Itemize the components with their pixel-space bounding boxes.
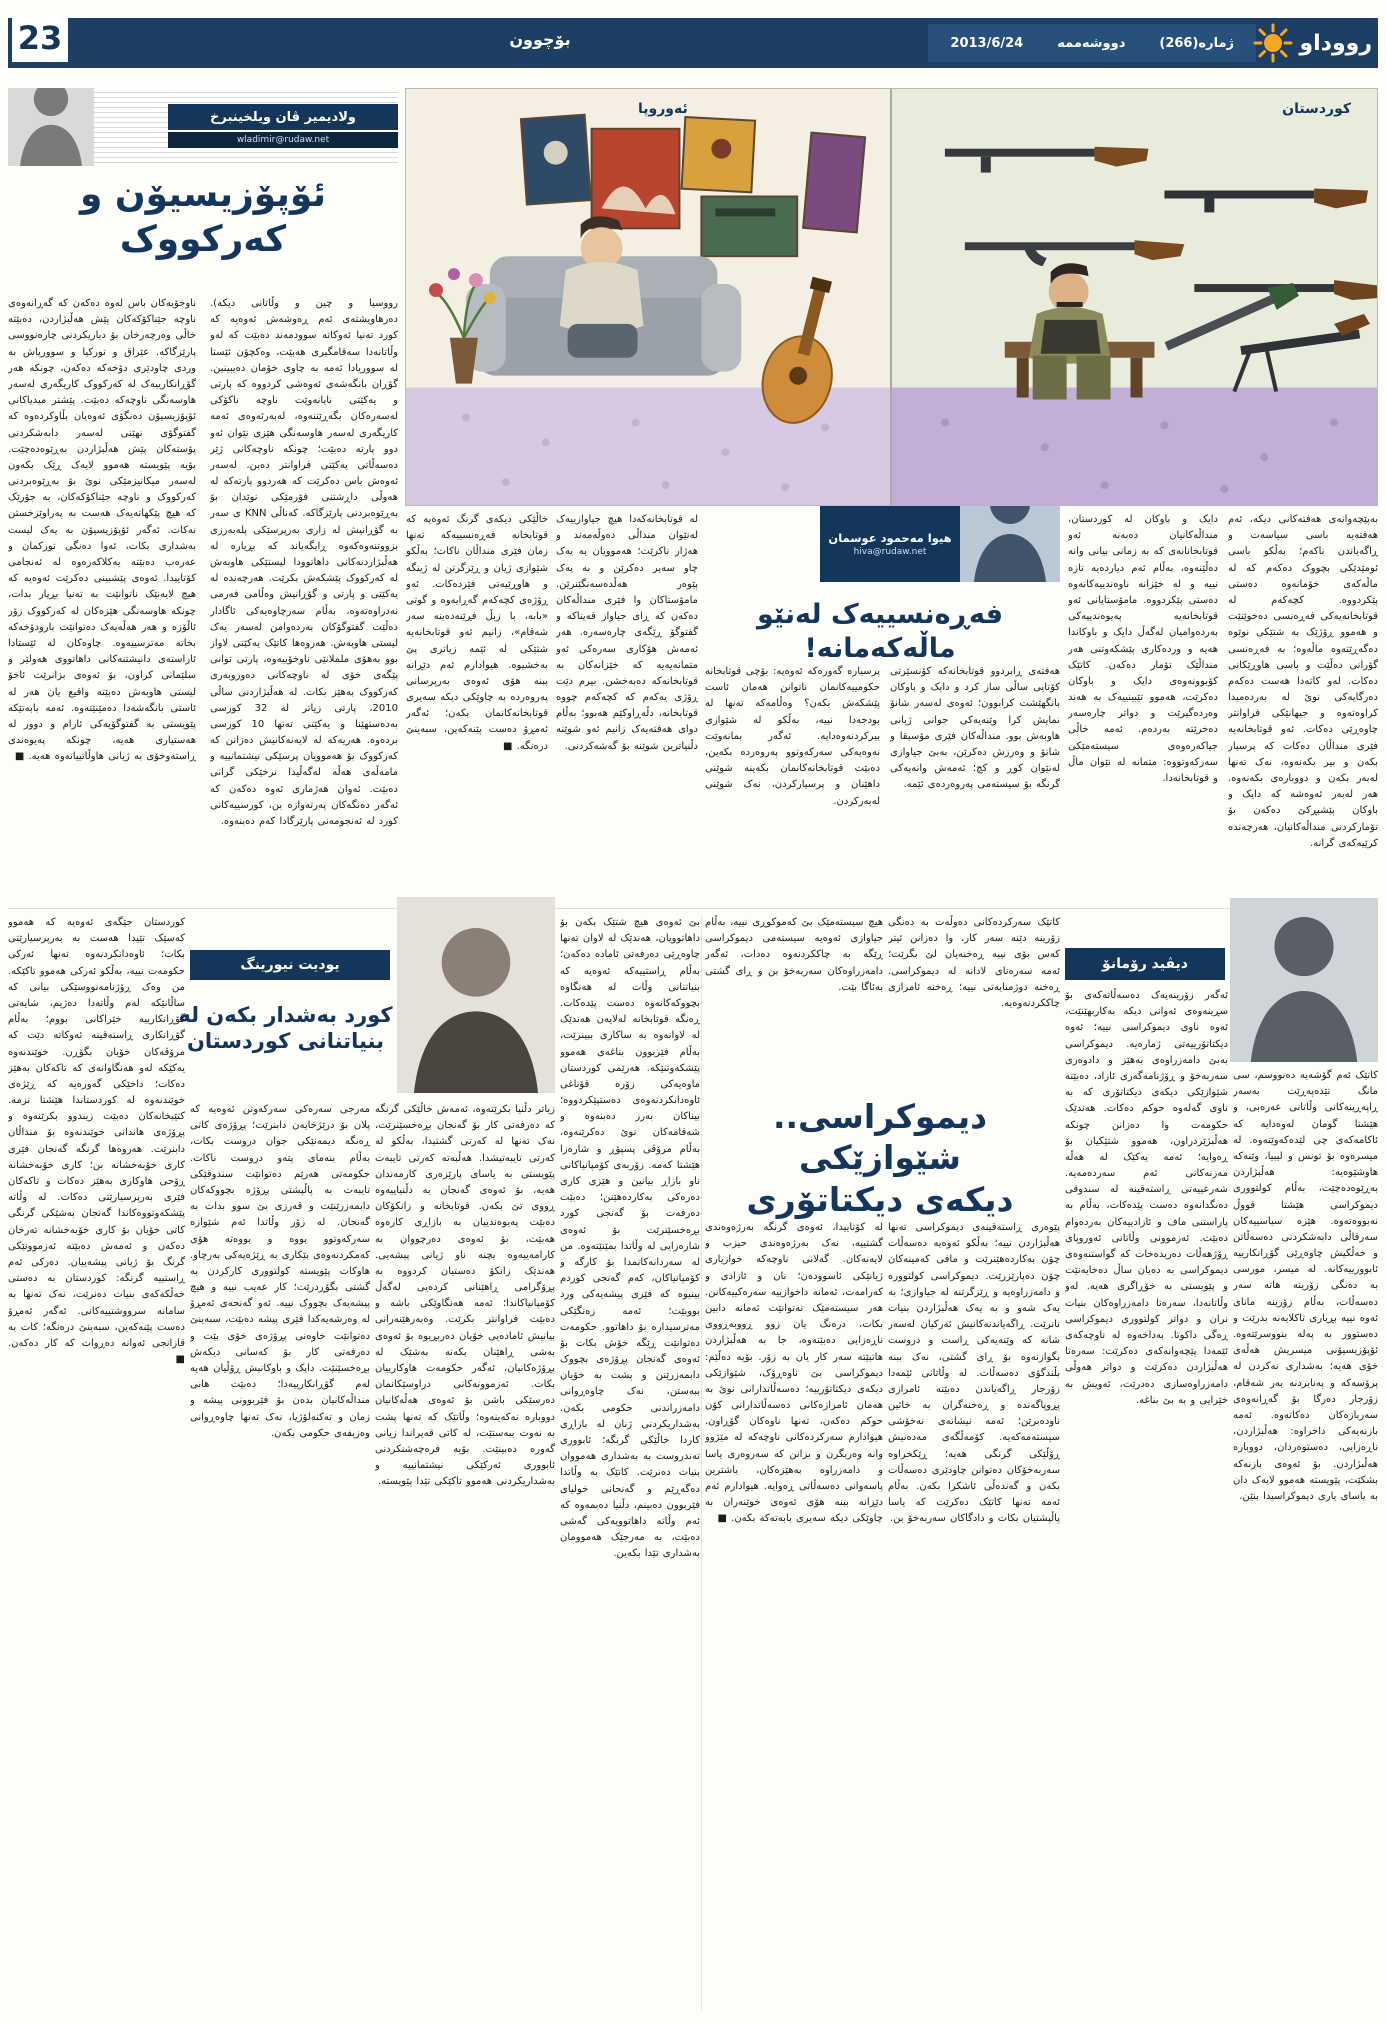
person-silhouette-icon <box>397 897 555 1093</box>
article4-headline <box>700 1096 1060 1220</box>
section-title: بۆچوون <box>509 30 571 49</box>
article4-headline-line2: دیکه‌ی دیکتاتۆری <box>746 1179 1014 1219</box>
article3-headline-line2: بنیاتنانی کوردستان <box>187 1029 384 1054</box>
article1-column-1: رووسیا و چین و وڵاتانی دیکە). دەرهاویشتەی ئەم ڕەوشەش ئەوەیە کە کورد تەنیا ئەوکاتە سوودمەند دەبێت کە لەو وڵاتانەدا سەقامگیری هەبێت، وەکچۆن ئێستا لە سووریادا ئەمە بە چاوی خۆمان دەیبینین. گۆڕان بانگەشەی ئەوەشی کردووە کە پارتی و یەکێتی نایانەوێت ناوچە ناکۆکی لەسەرەکان بگەڕێننەوە، لەبەرئەوەی ئەمە کاریگەری لەسەر هاوسەنگی هێزی نێوان ئەو دوو پارتە دەبێت؛ چونکە ناوچەکانی ژێر دەسەڵاتی یەکێتی فراوانتر دەبن. لەسەر ئەوەش باس دەکرێت کە هەردوو پارتەکە لە هەوڵی داڕشتنی فۆرمێکی نوێدان بۆ بەڕێوەبردنی پارێزگاکە. کەناڵی KNN ی سەر بە گۆڕانیش لە زاری بەرپرسێکی پلەبەرزی بزووتنەوەکەوە ڕایگەیاند کە بڕیارە لە هەڵبژاردنەکانی داهاتوودا لیستێکی هاوبەش لە کەرکووک پێشکەش بکرێت. هەرچەندە لە یەکێتی و پارتی و گۆڕانیش وەڵامی فەرمی نەدراوەتەوە، بەڵام سەرچاوەیەکی ئاگادار دەڵێت گفتوگۆکان بەردەوامن لەسەر یەک لیستی هاوبەش. هەروەها کاتێک یەکێتی لاواز بوو بەهۆی ململانێی ناوخۆییەوە، پارتی توانی پێگەی خۆی لە ناوچەکانی دەوروبەری کەرکووک بەهێز بکات. لە هەڵبژاردنی ساڵی 2010، پارتی زیاتر لە 32 کورسی بەدەستهێنا و یەکێتی تەنها 10 کورسی بردەوە. هەریەکە لە لایەنەکانیش دەزانن کە کەرکووک بۆ هەموویان پرسێکی نیشتمانییە و مامەڵەی هەڵە لەگەڵیدا نرخێکی گرانی دەبێت. ئەوان هەژماری ئەوە دەکەن کە ئەگەر دەنگەکان پەرتەوازە بن، کورسییەکانی کورد لە ئەنجومەنی پارێزگادا کەم دەبنەوە. <box>210 298 398 827</box>
article3-author-name: یودیت نیورینگ <box>190 950 390 980</box>
article3-headline-line1: کورد به‌شدار بکه‌ن له‌ <box>178 1003 393 1027</box>
article3-column-1: بێ ئەوەی هیچ شتێک بکەن بۆ داهاتوویان، هەندێک لە لاوان تەنها چاوەڕێی دەرفەتی ئامادە دەکەن؛ بەڵام ڕاستییەکە ئەوەیە کە بنیاتنانی وڵات لە هەنگاوە بچووکەکانەوە دەست پێدەکات. ڕەنگە قوتابخانە لەلایەن هەندێک لە لاوانەوە بە ساکاری ببینرێت، بەڵام فێربوون بناغەی هەموو پێشکەوتنێکە. هەرێمی کوردستان ماوەیەکی زۆرە قۆناغی ئاوەدانکردنەوەی دەستپێکردووە؛ بیناکان بەرز دەبنەوە و شەقامەکان نوێ دەکرێنەوە، بەڵام مرۆڤی پسپۆڕ و شارەزا هێشتا کەمە. زۆربەی کۆمپانیاکانی ناو بازاڕ بیانین و هێزی کاری دەرەکی بەکاردەهێنن؛ دەبێت دەرفەت بۆ گەنجی کورد بڕەخسێنرێت بۆ ئەوەی شارەزایی لە وڵاتدا بمێنێتەوە. من لە سەردانەکانمدا بۆ کارگە و کۆمپانیاکان، کەم گەنجی کوردم بینیوە کە فێری پیشەیەکی ورد بووبێت؛ ئەمە زەنگێکی مەترسیدارە بۆ داهاتوو. حکومەت دەتوانێت ڕێگە خۆش بکات بۆ ئەوەی گەنجان پڕۆژەی بچووک دابمەزرێنن و پشت بە خۆیان ببەستن، نەک چاوەڕوانی دامەزراندنی حکومی بکەن. بەشداریکردنی ژنان لە بازاڕی کاردا خاڵێکی گرنگە؛ ئابووری تەندروست بە بەشداری هەمووان بنیات دەنرێت. کاتێک بە وڵاتدا دەگەڕێم و گەنجانی خولیای فێربوون دەبینم، دڵنیا دەبمەوە کە ئەم وڵاتە داهاتوویەکی گەشی دەبێت، بە مەرجێک هەموومان بەشداری تێدا بکەین. <box>560 917 700 1560</box>
article1-headline-line1: ئۆپۆزیسیۆن و <box>80 174 326 215</box>
person-silhouette-icon <box>8 88 94 166</box>
article2-author-card <box>820 506 1060 582</box>
article3-column-2: زیاتر دڵنیا بکرێتەوە، ئەمەش خاڵێکی گرنگە کە دەرفەتی کار بۆ گەنجان بڕەخسێنرێت، نەک تەنها لە کەرتی گشتیدا، بەڵکو لە کەرتی تایبەتیشدا. هەڵبەتە کەرتی تایبەت پێویستی بە یاسای پارێزەری کارمەندان هەیە، بۆ ئەوەی گەنجان بە دڵنیاییەوە ڕووی تێ بکەن. قوتابخانە و زانکۆکان دەبێت پەیوەندییان بە بازاڕی کارەوە هەبێت، بۆ ئەوەی دەرچووان بە کارامەییەوە بچنە ناو ژیانی پیشەیی. هەندێک زانکۆ دەستیان کردووە بە پڕۆگرامی ڕاهێنانی کردەیی لەگەڵ کۆمپانیاکاندا؛ ئەمە هەنگاوێکی باشە و دەبێت فراوانتر بکرێت. وەبەرهێنەرانی بیانیش ئامادەیی خۆیان دەربڕیوە بۆ ئەوەی بەشی ڕاهێنان بکەنە بەشێک لە پڕۆژەکانیان، ئەگەر حکومەت هاوکارییان بکات. ئەزموونەکانی دراوسێکانمان دەرسێکی باشن بۆ ئەوەی هەڵەکانیان دووبارە نەکەینەوە؛ وڵاتێک کە تەنها پشت بە نەوت ببەستێت، لە کاتی قەیراندا زیانی گەورە دەبینێت. بۆیە فرەچەشنکردنی ئابووری ئەرکێکی نیشتمانییە و بەشداریکردنی هەموو تاکێکی تێدا پێویستە. <box>375 1104 555 1488</box>
article2-column-2: دایک و باوکان لە کوردستان، منداڵەکانیان دەبەنە ئەو قوتابخانانەی کە بە زمانی بیانی وانە دەڵێنەوە، بەڵام ئەم دیاردەیە تازە نییە و لە خێزانە ناوەندییەکانەوە دەستی پێکردووە. مامۆستایانی ئەو قوتابخانەیە پەیوەندییەکی بەردەوامیان لەگەڵ دایک و باوکاندا هەیە و وردەکاری پێشکەوتنی هەر منداڵێک تۆمار دەکەن. کاتێک کۆبوونەوەی دایک و باوکان دەکرێت، هەموو تێبینییەک بە هەند وەردەگیرێت و دواتر چارەسەر دەخرێتە بەردەم. ئەمە خاڵی جیاکەرەوەی سیستەمێکی سەرکەوتووە: متمانە لە نێوان ماڵ و قوتابخانەدا. <box>1068 514 1218 784</box>
cartoon-label-kurdistan: کوردستان <box>1282 101 1351 117</box>
cartoon-label-europe: ئه‌وروپا <box>638 101 688 117</box>
article4-column-1: کاتێک ئەم گۆشەیە دەنووسم، سی مانگ تێدەپەڕێت بەسەر ڕاپەڕینەکانی وڵاتانی عەرەبی، و هێشتا گومان لەوەدایە کە ئاکامەکەی چی لێدەکەوێتەوە. لە میسرەوە بۆ تونس و لیبیا، وێنەکە هاوشێوەیە: هەڵبژاردن بەڕێوەدەچێت، بەڵام کولتووری دیموکراسی هێشتا قووڵ نەبووەتەوە. هێزە سیاسییەکان سەرقاڵی دابەشکردنی دەسەڵاتن و خەڵکیش چاوەڕێی گۆڕانکارییە ئابوورییەکانە. لە میسر، مورسی بە دەنگی زۆرینە هاتە سەر دەسەڵات، بەڵام زۆرینە مانای ئەوە نییە بڕیاری تاکلایەنە بدرێت و دەستوور بە پەلە بنووسرێتەوە. ئۆپۆزیسیۆنی میسریش هەڵەی خۆی هەیە؛ بەشداری نەکردن لە پرۆسەکە و پەنابردنە بەر شەقام، زۆرجار دەرگا بۆ گەڕانەوەی سەربازەکان دەکاتەوە. ئەمە بازنەیەکی داخراوە: هەڵبژاردن، ناڕەزایی، دەستوەردان، دووبارە هەڵبژاردن. بۆ ئەوەی بازنەکە بشکێت، پێویستە هەموو لایەک دان بە یاسای یاری دیموکراسیدا بنێن. <box>1233 1070 1378 1502</box>
weekday: دووشه‌ممه‌ <box>1057 35 1126 51</box>
article4-lead-column-1: کاتێک سەرکردەکانی دەوڵەت بە دەنگی زۆرینە دێنە سەر کار، وا دەزانن ئیتر کەس بۆی نییە ڕەخنەیان لێ بگرێت؛ ئەمە سەرەتای لادانە لە دیموکراسی. ڕەخنە دوژمنایەتی نییە؛ ڕەخنە ئامرازی چاککردنەوەیە. <box>888 917 1060 1009</box>
cartoon-drawing <box>406 89 1377 505</box>
article2-column-1: به‌پێچه‌وانه‌ی هەفتەکانی دیکە، ئەم هەفتەیە باسی سیاسەت و ڕاگەیاندن ناکەم؛ بەڵکو باسی ئومێدێکی بچووک دەکەم کە لە ماڵەکەی خۆمانەوە دەستی پێکردووە. کچەکەم لە قوتابخانەیەکی فەڕەنسی دەخوێنێت و هەموو ڕۆژێک بە شتێکی نوێوە دەگەڕێتەوە ماڵەوە؛ بە فەڕەنسی گۆرانی دەڵێت و باسی هاوڕێکانی دەکات. لەو کاتەدا هەست دەکەم دەرگایەکی نوێ لە بەردەمیدا کراوەتەوە و جیهانێکی فراوانتر چاوەڕێی دەکات. ئەو قوتابخانەیە فێری منداڵان دەکات کە پرسیار بکەن و بیر بکەنەوە، نەک تەنها لەبەر بکەن و دووبارەی بکەنەوە. هەر لەبەر ئەوەشە کە دایک و باوکان پێشبڕکێ دەکەن بۆ تۆمارکردنی منداڵەکانیان، هەرچەندە کرێیەکەی گرانە. <box>1228 514 1378 849</box>
article3-column-3: مەرجی سەرەکی سەرکەوتن ئەوەیە کە پلان بۆ درێژخایەن دابنرێت؛ پڕۆژەی کاتی ڕەنگە دیمەنێکی جوان دروست بکات، بەڵام بنەمای پتەو دروست ناکات. حکومەتی هەرێم دەتوانێت سندوقێکی تایبەت بە پاڵپشتی پڕۆژە بچووکەکان دابمەزرێنێت و قەرزی بێ سوو بدات بە گەنجان. لە زۆر وڵاتدا ئەم شێوازە سەرکەوتوو بووە و بووەتە هۆی کەمکردنەوەی بێکاری بە ڕێژەیەکی بەرچاو. هاوکات پێویستە کولتووری کارکردن بە گشتی بگۆڕدرێت؛ کار عەیب نییە و هیچ پیشەیەک بچووک نییە. ئەو گەنجەی ئەمڕۆ لە وەرشەیەکدا فێری پیشە دەبێت، سبەینێ دەتوانێت خاوەنی پڕۆژەی خۆی بێت و دەرفەتی کار بۆ کەسانی دیکەش بڕەخسێنێت. دایک و باوکانیش ڕۆڵیان هەیە لەم گۆڕانکارییەدا؛ دەبێت هانی منداڵەکانیان بدەن بۆ فێربوونی پیشە و زمان و تەکنەلۆژیا، نەک تەنها چاوەڕوانی وەزیفەی حکومی بکەن. <box>190 1104 370 1439</box>
page-number: 23 <box>12 14 68 62</box>
article2-author-photo <box>960 506 1060 582</box>
person-silhouette-icon <box>1230 898 1378 1062</box>
article1-author-strip <box>8 88 398 166</box>
article1-author-name: ولادیمیر ڤان ویلخینبرخ <box>168 104 398 130</box>
article1-headline-line2: که‌رکووک <box>119 219 287 260</box>
article4-column-2: ئەگەر زۆرینەیەک دەسەڵاتەکەی بۆ سڕینەوەی ئەوانی دیکە بەکاربهێنێت، ئەوە ناوی دیموکراسی نییە؛ ئەوە دیکتاتۆرییەتی ژمارەیە. دیموکراسی بەبێ دامەزراوەی بەهێز و دادوەری سەربەخۆ و ڕۆژنامەگەری ئازاد، دەبێتە شێوازێکی دیکەی دیکتاتۆری کە بە ناوی گەلەوە حوکم دەکات. هەندێک حکومەت وا دەزانن چونکە هەڵبژێردراون، هەموو شتێکیان بۆ ڕەوایە؛ ئەمە یەکێک لە هەڵە مەزنەکانی ئەم سەردەمەیە. شەرعییەتی ڕاستەقینە لە سندوقی دەنگدانەوە دەست پێدەکات، بەڵام بە پاراستنی ماف و ئازادییەکان بەردەوام دەبێت. ئەزموونی وڵاتانی ئەوروپای ڕۆژهەڵات دەریدەخات کە گواستنەوەی دیموکراسی بە دەیان ساڵ دەخایەنێت و پێویستی بە خۆڕاگری هەیە. لەو وڵاتانەدا، سەرەتا دامەزراوەکان بنیات نران و دواتر کولتووری دیموکراسی ڕەگی داکوتا. بەداخەوە لە ناوچەکەی ئێمەدا پێچەوانەکەی دەکرێت: سەرەتا هەڵبژاردن دەکرێت و دواتر هەوڵی دامەزراوەسازی دەدرێت، ئەویش بە خێرایی و بە بێ بناغە. <box>1065 990 1228 1406</box>
article1-headline <box>8 172 398 262</box>
article2-column-4: پرسیارە گەورەکە ئەوەیە: بۆچی قوتابخانە حکومییەکانمان ناتوانن هەمان ئاست پێشکەش بکەن؟ وەڵامەکە تەنها لە بودجەدا نییە، بەڵکو لە شێوازی بیرکردنەوەدایە. ئەگەر بمانەوێت نەوەیەکی سەرکەوتوو پەروەردە بکەین، دەبێت قوتابخانەکانمان بکەینە شوێنی داهێنان و پرسیارکردن، نەک شوێنی لەبەرکردن. <box>705 666 880 807</box>
sun-icon <box>1253 23 1293 63</box>
editorial-cartoon <box>405 88 1378 506</box>
article4-headline-line1: دیموکراسی.. شێوازێکی <box>772 1097 988 1178</box>
article3-author-photo <box>397 897 555 1093</box>
article2-column-3: هەفتەی ڕابردوو قوتابخانەکە کۆنسێرتی کۆتایی ساڵی ساز کرد و دایک و باوکان بانگهێشت کرابوون؛ ئەوەی لەسەر شانۆ نمایش کرا وێنەیەکی جوانی ژیانی هاوبەش بوو. منداڵەکان فێری مۆسیقا و شانۆ و وەرزش دەکرێن، بەبێ جیاوازی لەنێوان کوڕ و کچ؛ ئەمەش وانەیەکی گرنگە بۆ سیستەمی پەروەردەی ئێمە. <box>890 666 1060 791</box>
person-silhouette-icon <box>960 506 1060 582</box>
section-divider <box>8 908 1378 909</box>
article2-column-6: خاڵێکی دیکەی گرنگ ئەوەیە کە قوتابخانە فەڕەنسییەکە تەنها زمان فێری منداڵان ناکات؛ بەڵکو شێوازی ژیان و ڕێزگرتن لە ژینگە و هاوڕێیەتی فێردەکات. ئەو ڕۆژەی کچەکەم گەڕایەوە و گوتی «بابە، با زبڵ فڕێنەدەینە سەر شەقام»، زانیم ئەو قوتابخانەیە شتێکی لە ئێمە زیاتری پێ بەخشیوە. هیوادارم ئەم دێڕانە ببنە هۆی ئەوەی بەرپرسانی پەروەردە بە چاوێکی دیکە سەیری قوتابخانەکانمان بکەن؛ ئەگەر ئەمڕۆ دەست پێنەکەین، سبەینێ درەنگە. ■ <box>406 514 548 752</box>
article2-headline: فه‌ڕه‌نسییه‌ک له‌نێو ماڵه‌که‌مانه‌! <box>756 599 1004 664</box>
date: 2013/6/24 <box>950 35 1024 51</box>
column-divider <box>701 915 702 2010</box>
article2-author-box <box>820 506 960 582</box>
article2-column-5: لە قوتابخانەکەدا هیچ جیاوازییەک لەنێوان منداڵی دەوڵەمەند و هەژار ناکرێت؛ هەموویان بە یەک چاو سەیر دەکرێن و بە یەک پێوەر هەڵدەسەنگێنرێن. مامۆستاکان وا فێری منداڵەکان دەکەن کە ڕای جیاواز قەیناکە و گفتوگۆ ڕێگەی چارەسەرە. هەر ئەمەش هۆکاری سەرەکی ئەو متمانەیەیە کە خێزانەکان بە قوتابخانەکە دەبەخشن. بیرم دێت ڕۆژی یەکەم کە کچەکەم چووە قوتابخانە، دڵەڕاوکێم هەبوو؛ بەڵام دوای هەفتەیەک زانیم ئەو شوێنە دڵنیاترین شوێنە بۆ گەشەکردنی. <box>556 514 698 752</box>
article1-author-email: wladimir@rudaw.net <box>168 132 398 148</box>
article2-author-email: hiva@rudaw.net <box>853 547 927 557</box>
article4-column-3: پێوەری ڕاستەقینەی دیموکراسی تەنها هەڵبژاردن نییە؛ بەڵکو ئەوەیە دەسەڵات چۆن بەکاردەهێنرێت و مافی کەمینەکان چۆن دەپارێزرێت. دیموکراسی کولتوورە و دامەزراوەیە و ڕێزگرتنە لە جیاوازی؛ بە یەک شەو و بە یەک هەڵبژاردن بنیات نانرێت. ڕاگەیاندنەکانیش ئەرکیان لەسەر شانە کە وێنەیەکی ڕاست و دروست بگوازنەوە بۆ ڕای گشتی، نەک ببنە بڵندگۆی دەسەڵات. لە وڵاتانی ئێمەدا زۆرجار ڕاگەیاندن دەبێتە ئامرازی پڕوپاگەندە و ڕەخنەگران بە خائین ناودەبرێن؛ ئەمە نیشانەی نەخۆشی سیستەمەکەیە. کۆمەڵگەی مەدەنیش ڕۆڵێکی گرنگی هەیە؛ ڕێکخراوە سەربەخۆکان دەتوانن چاودێری دەسەڵات بکەن و گەندەڵی ئاشکرا بکەن. بەڵام ئەمە تەنها کاتێک دەکرێت کە یاسا پاڵپشتیان بکات و دادگاکان سەربەخۆ بن. <box>888 1222 1060 1525</box>
article4-column-4: لە کۆتاییدا، ئەوەی گرنگە بەرژەوەندی گشتییە، نەک بەرژەوەندی حیزب و لایەنەکان. گەلانی ناوچەکە خوازیاری ژیانێکی ئاسوودەن؛ نان و ئازادی و کەرامەت، ئەمانە داخوازییە سەرەکییەکانن. هەر سیستەمێک نەتوانێت ئەمانە دابین بکات، درەنگ یان زوو ڕووبەڕووی ناڕەزایی دەبێتەوە، جا بە هەڵبژاردن هاتبێتە سەر کار یان بە زۆر. بۆیە دەڵێم: دیموکراسی بێ ناوەڕۆک، شێوازێکی دیکەی دیکتاتۆرییە؛ دەسەڵاتدارانی نوێ بە هەمان ئامرازەکانی دەسەڵاتدارانی کۆن حوکم دەکەن، تەنها ناوەکان گۆڕاون. هیوادارم سەرکردەکانی ناوچەکە لە مێژوو وانە وەربگرن و بزانن کە سەروەری یاسا و دامەزراوە بەهێزەکان، باشترین پاسەوانی دەسەڵاتی ڕەوایە. هیوادارم ئەم دێڕانە ببنە هۆی ئەوەی خوێنەران بە چاوێکی دیکە سەیری بابەتەکە بکەن. ■ <box>705 1222 883 1525</box>
article4-author-photo <box>1230 898 1378 1062</box>
logo-text: رووداو <box>1299 30 1372 56</box>
article3-column-4: کوردستان جێگەی ئەوەیە کە هەموو کەسێک تێیدا هەست بە بەرپرسیارێتی بکات؛ ئاوەدانکردنەوە تەنها ئەرکی حکومەت نییە، بەڵکو ئەرکی هەموو تاکێکە. من وەک ڕۆژنامەنووسێکی بیانی کە ساڵانێکە لەم وڵاتەدا دەژیم، شایەتی گۆڕانکارییە خێراکانی بووم؛ بەڵام گۆڕانکاری ڕاستەقینە ئەوکاتە دێت کە مرۆڤەکان خۆیان بگۆڕن. خوێندنەوە یەکێکە لەو هەنگاوانەی کە تاکەکان بەهێز دەکات؛ داخێکی گەورەیە کە ڕێژەی خوێندنەوە لە کوردستاندا هێشتا نزمە. کتێبخانەکان دەبێت زیندوو بکرێنەوە و پڕۆژەی هاندانی خوێندنەوە بۆ منداڵان دابنرێت. هەروەها گرنگە گەنجان فێری کاری خۆبەخشانە بن؛ کاری خۆبەخشانە ڕۆحی هاوکاری بەهێز دەکات و تاکەکان فێری بەرپرسیارێتی دەکات. لە وڵاتە پێشکەوتووەکاندا گەنجان بەشێکی گرنگی کاتی خۆیان بۆ کاری خۆبەخشانە تەرخان دەکەن و ئەمەش دەبێتە ئەزموونێکی گرنگ بۆ ژیانی پیشەییان. دەرکی ئەم ڕاستییە گرنگە: کوردستان بە دەستی خەڵکەکەی بنیات دەنرێت، نەک تەنها بە سامانە سرووشتییەکانی. ئەگەر ئەمڕۆ دەست پێنەکەین، سبەینێ درەنگە؛ کات بە قازانجی ئەوانە دەڕوات کە کار دەکەن. ■ <box>8 917 185 1366</box>
article4-lead-column-2: هیچ سیستەمێک بێ کەموکوڕی نییە، بەڵام جیاوازی ئەوەیە سیستەمی دیموکراسی ڕێگە بە چاککردنەوە دەدات، ئەگەر دامەزراوەکان سەربەخۆ بن و ڕای گشتی بەئاگا بێت. <box>705 917 883 993</box>
article2-author-name: هیوا مه‌حمود عوسمان <box>828 531 952 545</box>
article1-author-photo <box>8 88 94 166</box>
article1-column-2: ناوخۆیەکان باس لەوە دەکەن کە گەڕانەوەی ناوچە جێناکۆکەکان پێش هەڵبژاردن، دەبێتە خاڵی وەرچەرخان بۆ دیاریکردنی چارەنووسی پارێزگاکە. عێراق و تورکیا و سووریاش بە وردی چاودێری دۆخەکە دەکەن، چونکە هەر گۆڕانکارییەک لە کەرکووک کاریگەری لەسەر هاوسەنگی ناوچەکە دەبێت. پێشتر میدیاکانی ئۆپۆزیسیۆن دەنگۆی ئەوەیان بڵاوکردەوە کە گفتوگۆی نهێنی لەسەر دابەشکردنی پۆستەکان پێش هەڵبژاردن بەڕێوەدەچێت. بۆیە پێویستە هەموو لایەک ڕێک بکەون لەسەر میکانیزمێکی نوێ بۆ بەڕێوەبردنی کەرکووک و ناوچە جێناکۆکەکان، بە جۆرێک کە هیچ پێکهاتەیەک هەست بە پەراوێزخستن نەکات. ئەگەر ئۆپۆزیسیۆن بە یەک لیست بەشداری بکات، ئەوا دەنگی تورکمان و عەرەب دەبێتە یەکلاکەرەوە لە ئەنجامی کۆتاییدا. ئەوەی پێشبینی دەکرێت ئەوەیە کە هیچ لایەنێک ناتوانێت بە تەنیا بڕیار بدات، چونکە هاوسەنگی هێزەکان لە کەرکووک زۆر ئاڵۆزە و هەر هەڵەیەک دەتوانێت بارودۆخەکە بخاتە مەترسییەوە. چاوەکان لە ئێستادا ئاراستەی دانیشتنەکانی داهاتووی هەولێر و سلێمانی کراون، بۆ ئەوەی بزانرێت ئاخۆ لیستی هاوبەش دەبێتە واقیع یان هەر لە ئاستی بانگەشەدا دەمێنێتەوە. ئەمە بابەتێکە پێویستی بە گفتوگۆیەکی ئارام و دوور لە هەستیاری هەیە، چونکە پەیوەندی ڕاستەوخۆی بە ژیانی هاوڵاتییانەوە هەیە. ■ <box>8 298 196 763</box>
rudaw-logo <box>1253 22 1372 64</box>
article4-author-name: دیڤید رۆمانۆ <box>1065 948 1225 980</box>
article3-headline <box>178 1002 393 1055</box>
header-date-box <box>928 24 1256 62</box>
issue-number: ژماره‌(266) <box>1159 35 1234 51</box>
